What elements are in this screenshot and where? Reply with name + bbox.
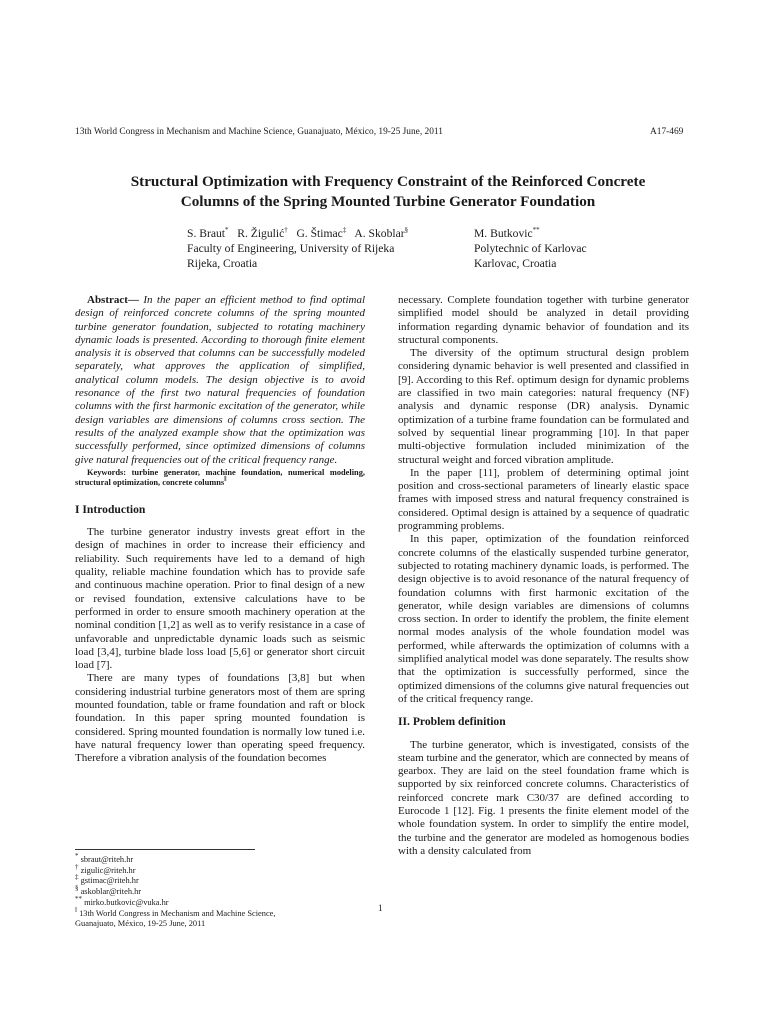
paragraph: There are many types of foundations [3,8] but when considering industrial turbine generators most of them are spring mounted foundation, table or frame foundation and raft or block foundation. In this paper spring mounted foundation is considered. Spring mounted foundation is normally low tuned i.e. have natural frequency lower than operating speed frequency. Therefore a vibration analysis of the foundation becomes bbox=[75, 672, 365, 765]
title-line: Columns of the Spring Mounted Turbine Generator Foundation bbox=[180, 193, 596, 210]
footnote-text: 13th World Congress in Mechanism and Machine Science, bbox=[79, 908, 276, 918]
author-mark: * bbox=[225, 226, 229, 235]
footnote-rule bbox=[75, 849, 255, 850]
author-name: A. Skoblar bbox=[354, 227, 405, 240]
page-number: 1 bbox=[378, 904, 383, 914]
left-column bbox=[75, 294, 365, 766]
footnote-text: sbraut@riteh.hr bbox=[80, 855, 134, 864]
author-block-rijeka bbox=[187, 226, 408, 271]
footnote-text: zigulic@riteh.hr bbox=[80, 865, 136, 875]
author-location: Karlovac, Croatia bbox=[474, 257, 557, 270]
running-header-conference: 13th World Congress in Mechanism and Machine Science, Guanajuato, México, 19-25 June, 2011 bbox=[75, 127, 443, 137]
footnote-text: askoblar@riteh.hr bbox=[80, 887, 142, 897]
author-affiliation: Polytechnic of Karlovac bbox=[474, 242, 587, 255]
running-header-paper-id: A17-469 bbox=[650, 127, 684, 137]
footnotes bbox=[75, 852, 375, 930]
footnote-mark: ‡ bbox=[75, 873, 79, 882]
author-affiliation: Faculty of Engineering, University of Rijeka bbox=[187, 242, 395, 255]
footnote bbox=[75, 895, 375, 909]
footnote bbox=[75, 852, 375, 866]
abstract-text: In the paper an efficient method to find optimal design of reinforced concrete columns of the spring mounted turbine generator foundation, subjected to rotating machinery dynamic loads is presented. According to thorough finite element analysis it is observed that columns can be successfully modeled separately, what approves the application of simplified, analytical column models. The design objective is to avoid resonance of the first two natural frequencies of foundation columns with the first harmonic excitation of the generator, while design variables are dimensions of columns cross section. The results of the analyzed example show that the optimization was successfully performed, since optimized dimensions of columns give natural frequencies out of the critical frequency range. bbox=[75, 294, 366, 466]
paragraph: In the paper [11], problem of determining optimal joint position and cross-sectional parameters of linearly elastic space frames with imposed stress and natural frequency constrained is considered. Optimal design is attained by a sequence of quadratic programming problems. bbox=[398, 466, 689, 533]
author-mark: ** bbox=[532, 226, 540, 235]
paper-title bbox=[80, 172, 696, 212]
footnote bbox=[75, 905, 375, 920]
paragraph: The diversity of the optimum structural design problem considering dynamic behavior is well presented and classified in [9]. According to this Ref. optimum design for dynamic problems are classified in two main categories: natural frequency (NF) analysis and dynamic response (DR) analysis. Dynamic optimization of a turbine frame foundation can be formulated and solved by sequential linear programming [10]. In that paper multi-objective formulation included minimization of the structural weight and forced vibration amplitude. bbox=[398, 347, 689, 466]
author-block-karlovac bbox=[474, 226, 587, 271]
paragraph: In this paper, optimization of the foundation reinforced concrete columns of the elastically suspended turbine generator, subjected to rotating machinery dynamic loads, is performed. The design objective is to avoid resonance of the natural frequency of foundation columns with first harmonic excitation of the generator, while design variables are dimensions of columns cross section. In order to identify the problem, the finite element normal modes analysis of the whole foundation model was performed, while afterwards the optimization of columns with a simplified analytical model was done separately. The results show that the optimization is successfully performed, since the optimized dimensions of the columns give natural frequencies out of the critical frequency range. bbox=[398, 533, 689, 705]
section-heading-problem-definition: II. Problem definition bbox=[398, 715, 506, 729]
keywords bbox=[75, 468, 365, 488]
footnote-text: gstimac@riteh.hr bbox=[80, 876, 139, 886]
footnote bbox=[75, 873, 375, 887]
footnote-mark: ‖ bbox=[75, 905, 77, 914]
paragraph: The turbine generator, which is investigated, consists of the steam turbine and the generator, which are connected by means of gearbox. They are laid on the steel foundation frame which is supported by six reinforced concrete columns. Characteristics of reinforced concrete mark C30/37 are defined according to Eurocode 1 [12]. Fig. 1 presents the finite element model of the whole foundation system. In order to simplify the entire model, the turbine and the generator are modeled as homogenous bodies with a density calculated from bbox=[398, 738, 689, 857]
keywords-mark: ‖ bbox=[224, 475, 227, 484]
paragraph: necessary. Complete foundation together with turbine generator simplified model should be analyzed in detail providing information regarding dynamic behavior of foundation and its structural components. bbox=[398, 294, 689, 346]
footnote-continuation bbox=[75, 919, 375, 930]
keywords-text: Keywords: turbine generator, machine foundation, numerical modeling, structural optimization, concrete columns bbox=[75, 467, 365, 487]
author-mark: § bbox=[404, 226, 409, 235]
author-name: M. Butkovic bbox=[474, 227, 533, 240]
author-names bbox=[474, 226, 587, 241]
footnote-text: Guanajuato, México, 19-25 June, 2011 bbox=[75, 919, 206, 929]
section-heading-introduction: I Introduction bbox=[75, 502, 146, 516]
author-names bbox=[187, 226, 408, 241]
footnote-mark: * bbox=[75, 852, 79, 861]
footnote-mark: ** bbox=[75, 895, 82, 904]
author-mark: ‡ bbox=[342, 226, 347, 235]
footnote-text: mirko.butkovic@vuka.hr bbox=[84, 897, 169, 907]
abstract-label: Abstract— bbox=[87, 294, 139, 306]
footnote bbox=[75, 884, 375, 898]
abstract bbox=[75, 294, 365, 467]
title-line: Structural Optimization with Frequency Constraint of the Reinforced Concrete bbox=[130, 173, 646, 190]
paragraph: The turbine generator industry invests great effort in the design of machines in order to increase their efficiency and reliability. Such requirements have led to a demand of high quality, reliable machine foundation which has to provide safe and continuous machine operation. Prior to final design of a new or revised foundation, extensive calculations have to be performed in order to ensure smooth machinery operation at the nominal condition [1,2] as well as to verify resistance in a case of unfavorable and unpredictable dynamic loads such as seismic load [3,4], turbine blade loss load [5,6] or generator short circuit load [7]. bbox=[75, 526, 365, 672]
author-name: G. Štimac bbox=[296, 227, 343, 240]
right-column bbox=[398, 294, 689, 858]
footnote-mark: † bbox=[75, 862, 79, 871]
author-location: Rijeka, Croatia bbox=[187, 257, 258, 270]
footnote-mark: § bbox=[75, 884, 79, 893]
author-name: S. Braut bbox=[187, 227, 226, 240]
footnote bbox=[75, 862, 375, 877]
author-name: R. Žigulić bbox=[237, 227, 285, 240]
author-mark: † bbox=[284, 226, 288, 235]
